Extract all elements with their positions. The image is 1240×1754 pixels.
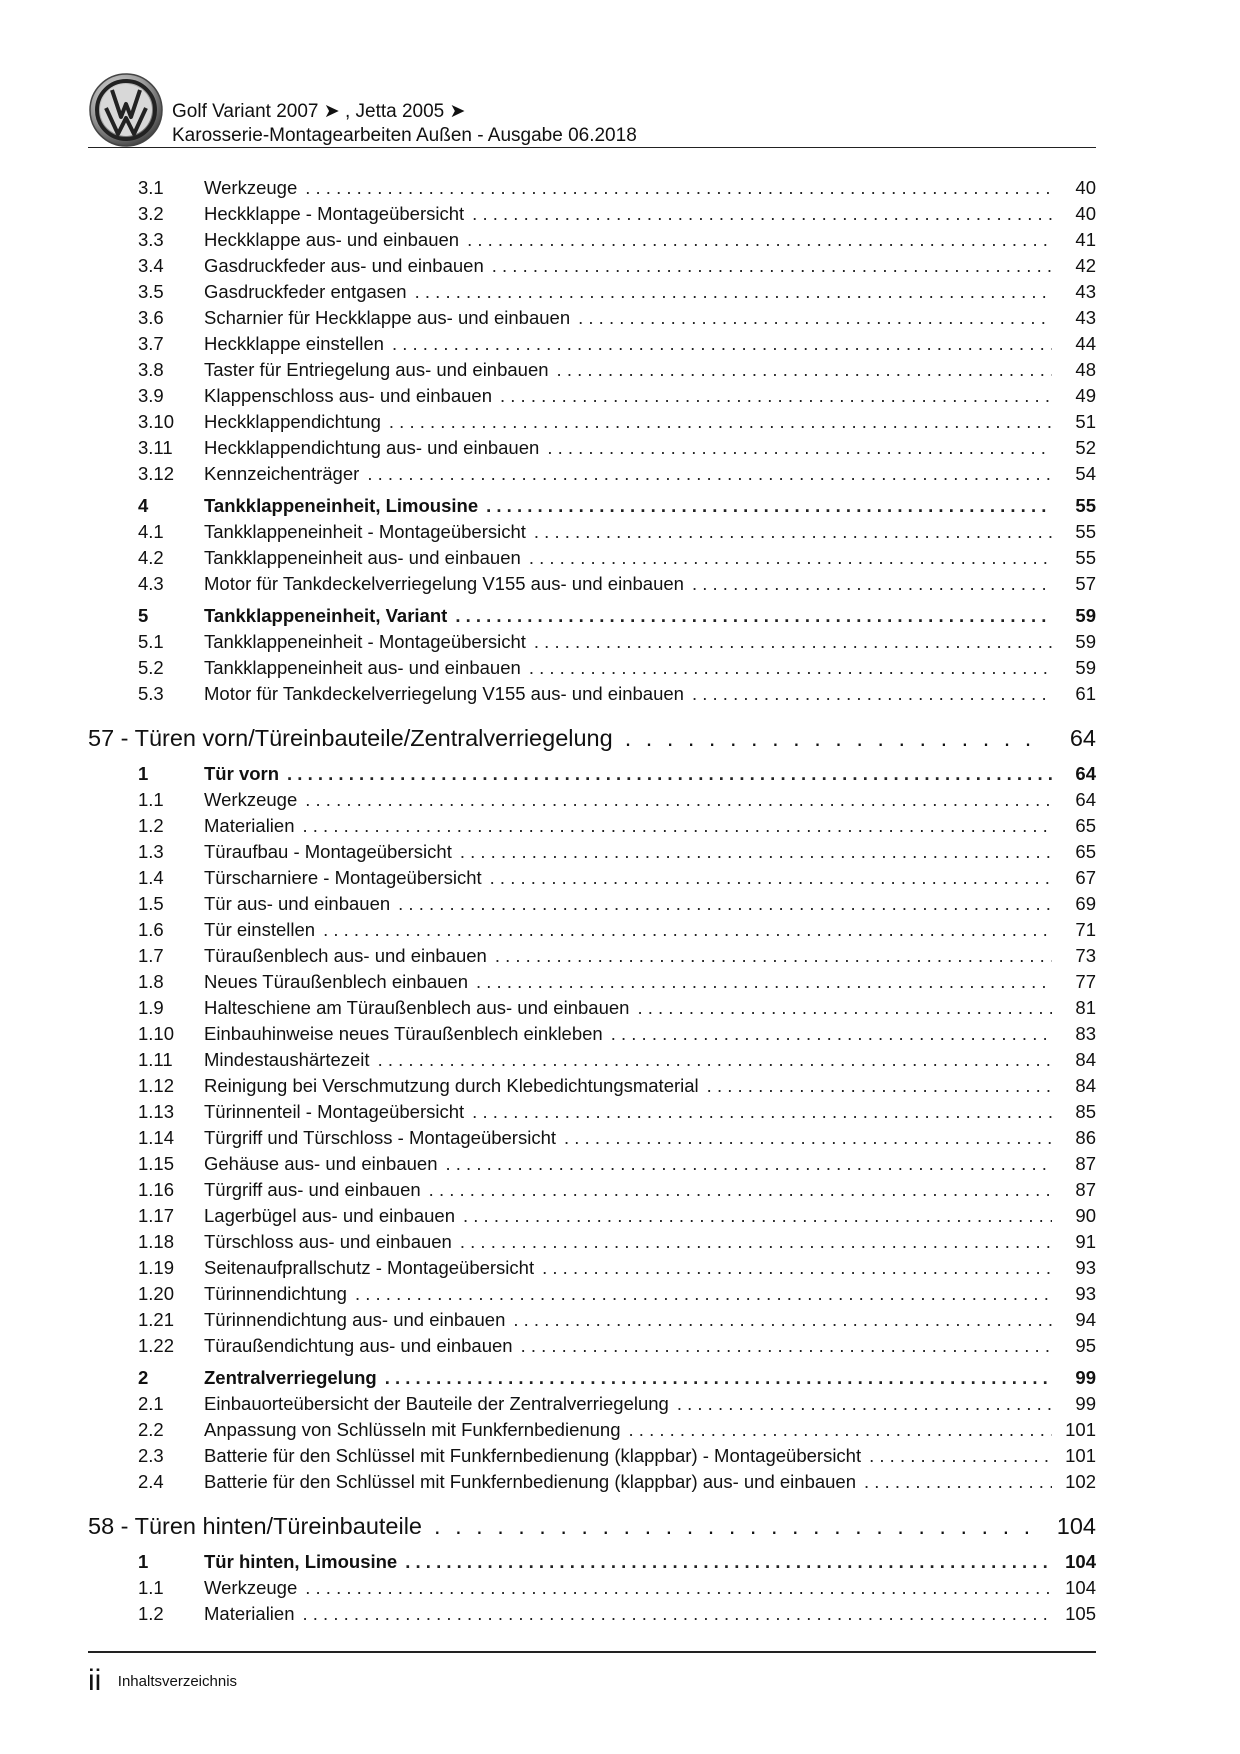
toc-page-number: 67: [1075, 867, 1096, 888]
toc-page-number: 65: [1075, 815, 1096, 836]
toc-title: Gehäuse aus- und einbauen: [204, 1153, 438, 1174]
toc-leader-dots: [542, 1255, 1052, 1281]
toc-page-number: 43: [1075, 307, 1096, 328]
toc-item[interactable]: [88, 1443, 1096, 1469]
toc-title: Batterie für den Schlüssel mit Funkfernbedienung (klappbar) - Montageübersicht: [204, 1445, 862, 1466]
toc-page-number: 42: [1075, 255, 1096, 276]
toc-number: 1.19: [138, 1257, 175, 1278]
toc-number: 1.12: [138, 1075, 175, 1096]
toc-number: 2.2: [138, 1419, 164, 1440]
toc-number: 4.3: [138, 573, 164, 594]
toc-section[interactable]: [88, 761, 1096, 787]
toc-leader-dots: [637, 995, 1052, 1021]
toc-leader-dots: [707, 1073, 1052, 1099]
toc-number: 2: [138, 1367, 149, 1388]
toc-leader-dots: [415, 279, 1052, 305]
toc-chapter[interactable]: [88, 721, 1096, 755]
toc-item[interactable]: [88, 175, 1096, 201]
toc-number: 5.3: [138, 683, 164, 704]
toc-number: 1.15: [138, 1153, 175, 1174]
toc-number: 1.11: [138, 1049, 173, 1070]
toc-title: Klappenschloss aus- und einbauen: [204, 385, 492, 406]
toc-item[interactable]: [88, 839, 1096, 865]
toc-page-number: 84: [1075, 1075, 1096, 1096]
toc-leader-dots: [534, 519, 1052, 545]
toc-item[interactable]: [88, 1575, 1096, 1601]
toc-title: Tür einstellen: [204, 919, 316, 940]
toc-item[interactable]: [88, 681, 1096, 707]
toc-title: Heckklappe einstellen: [204, 333, 384, 354]
toc-leader-dots: [472, 1099, 1052, 1125]
toc-section[interactable]: [88, 1549, 1096, 1575]
toc-item[interactable]: [88, 1229, 1096, 1255]
toc-page-number: 59: [1075, 605, 1096, 626]
toc-page-number: 61: [1075, 683, 1096, 704]
toc-page-number: 86: [1075, 1127, 1096, 1148]
toc-page-number: 49: [1075, 385, 1096, 406]
toc-page-number: 104: [1065, 1577, 1096, 1598]
header-model-line: Golf Variant 2007 ➤ , Jetta 2005 ➤: [172, 101, 466, 122]
toc-title: Batterie für den Schlüssel mit Funkfernbedienung (klappbar) aus- und einbauen: [204, 1471, 857, 1492]
toc-section[interactable]: [88, 603, 1096, 629]
toc-number: 1.1: [138, 1577, 164, 1598]
toc-title: Tankklappeneinheit - Montageübersicht: [204, 631, 526, 652]
toc-title: Mindestaushärtezeit: [204, 1049, 370, 1070]
toc-title: 57 - Türen vorn/Türeinbauteile/Zentralverriegelung: [88, 725, 613, 751]
toc-item[interactable]: [88, 1255, 1096, 1281]
toc-page-number: 102: [1065, 1471, 1096, 1492]
toc-item[interactable]: [88, 1099, 1096, 1125]
toc-number: 3.1: [138, 177, 164, 198]
toc-item[interactable]: [88, 1073, 1096, 1099]
toc-page-number: 93: [1075, 1257, 1096, 1278]
toc-number: 3.7: [138, 333, 164, 354]
toc-item[interactable]: [88, 253, 1096, 279]
toc-item[interactable]: [88, 917, 1096, 943]
toc-item[interactable]: [88, 519, 1096, 545]
toc-item[interactable]: [88, 943, 1096, 969]
toc-number: 1.4: [138, 867, 164, 888]
toc-item[interactable]: [88, 1469, 1096, 1495]
footer-page-number: ii: [88, 1664, 102, 1697]
toc-title: Anpassung von Schlüsseln mit Funkfernbedienung: [204, 1419, 621, 1440]
toc-leader-dots: [305, 787, 1052, 813]
toc-leader-dots: [472, 201, 1052, 227]
toc-item[interactable]: [88, 995, 1096, 1021]
toc-title: Tankklappeneinheit aus- und einbauen: [204, 657, 521, 678]
toc-leader-dots: [513, 1307, 1052, 1333]
toc-page-number: 69: [1075, 893, 1096, 914]
toc-item[interactable]: [88, 1281, 1096, 1307]
toc-item[interactable]: [88, 571, 1096, 597]
toc-title: Tankklappeneinheit aus- und einbauen: [204, 547, 521, 568]
toc-item[interactable]: [88, 629, 1096, 655]
toc-leader-dots: [405, 1549, 1052, 1575]
toc-page-number: 93: [1075, 1283, 1096, 1304]
toc-leader-dots: [398, 891, 1052, 917]
toc-chapter[interactable]: [88, 1509, 1096, 1543]
toc-leader-dots: [467, 227, 1052, 253]
toc-title: Tankklappeneinheit, Limousine: [204, 495, 479, 516]
toc-page-number: 55: [1075, 521, 1096, 542]
toc-item[interactable]: [88, 1307, 1096, 1333]
toc-title: Kennzeichenträger: [204, 463, 360, 484]
toc-leader-dots: [446, 1151, 1053, 1177]
toc-title: Tür aus- und einbauen: [204, 893, 391, 914]
toc-title: Heckklappendichtung: [204, 411, 381, 432]
toc-page-number: 59: [1075, 631, 1096, 652]
toc-page-number: 64: [1075, 789, 1096, 810]
toc-number: 3.5: [138, 281, 164, 302]
toc-leader-dots: [692, 571, 1052, 597]
toc-number: 3.11: [138, 437, 173, 458]
toc-title: Zentralverriegelung: [204, 1367, 377, 1388]
toc-leader-dots: [490, 865, 1052, 891]
toc-leader-dots: [492, 253, 1052, 279]
toc-number: 1.16: [138, 1179, 175, 1200]
toc-number: 2.1: [138, 1393, 164, 1414]
toc-number: 1.7: [138, 945, 164, 966]
toc-leader-dots: [323, 917, 1052, 943]
toc-page-number: 52: [1075, 437, 1096, 458]
toc-number: 3.3: [138, 229, 164, 250]
toc-page-number: 55: [1075, 495, 1096, 516]
toc-title: Taster für Entriegelung aus- und einbauen: [204, 359, 549, 380]
toc-leader-dots: [476, 969, 1052, 995]
toc-title: Lagerbügel aus- und einbauen: [204, 1205, 455, 1226]
toc-page-number: 57: [1075, 573, 1096, 594]
toc-title: Türinnendichtung aus- und einbauen: [204, 1309, 506, 1330]
toc-leader-dots: [355, 1281, 1052, 1307]
toc-number: 1.22: [138, 1335, 175, 1356]
toc-page-number: 84: [1075, 1049, 1096, 1070]
toc-number: 1.18: [138, 1231, 175, 1252]
toc-number: 1.6: [138, 919, 164, 940]
toc-page-number: 77: [1075, 971, 1096, 992]
toc-number: 5.1: [138, 631, 164, 652]
toc-item[interactable]: [88, 865, 1096, 891]
toc-leader-dots: [455, 603, 1052, 629]
toc-item[interactable]: [88, 1417, 1096, 1443]
toc-item[interactable]: [88, 1151, 1096, 1177]
toc-leader-dots: [434, 1509, 1046, 1543]
toc-title: 58 - Türen hinten/Türeinbauteile: [88, 1513, 423, 1539]
toc-item[interactable]: [88, 787, 1096, 813]
toc-item[interactable]: [88, 227, 1096, 253]
toc-number: 5.2: [138, 657, 164, 678]
toc-number: 1.20: [138, 1283, 175, 1304]
toc-title: Heckklappe - Montageübersicht: [204, 203, 465, 224]
toc-leader-dots: [529, 545, 1052, 571]
toc-number: 2.3: [138, 1445, 164, 1466]
toc-page-number: 73: [1075, 945, 1096, 966]
toc-item[interactable]: [88, 357, 1096, 383]
toc-page-number: 94: [1075, 1309, 1096, 1330]
toc-title: Tür hinten, Limousine: [204, 1551, 398, 1572]
toc-leader-dots: [486, 493, 1052, 519]
toc-leader-dots: [385, 1365, 1052, 1391]
toc-leader-dots: [303, 1601, 1053, 1627]
toc-title: Türaußenblech aus- und einbauen: [204, 945, 487, 966]
toc-leader-dots: [629, 1417, 1052, 1443]
toc-leader-dots: [389, 409, 1052, 435]
toc-number: 1: [138, 1551, 149, 1572]
toc-title: Werkzeuge: [204, 789, 298, 810]
toc-page-number: 87: [1075, 1179, 1096, 1200]
toc-number: 2.4: [138, 1471, 164, 1492]
toc-page-number: 71: [1075, 919, 1096, 940]
toc-title: Türaußendichtung aus- und einbauen: [204, 1335, 513, 1356]
toc-leader-dots: [692, 681, 1052, 707]
toc-page-number: 99: [1075, 1367, 1096, 1388]
toc-number: 1.2: [138, 815, 164, 836]
toc-number: 1.1: [138, 789, 164, 810]
toc-number: 4.1: [138, 521, 164, 542]
toc-title: Heckklappendichtung aus- und einbauen: [204, 437, 540, 458]
toc-title: Türinnendichtung: [204, 1283, 347, 1304]
toc-item[interactable]: [88, 969, 1096, 995]
toc-title: Türschloss aus- und einbauen: [204, 1231, 452, 1252]
toc-title: Türscharniere - Montageübersicht: [204, 867, 482, 888]
toc-number: 1.9: [138, 997, 164, 1018]
toc-title: Tankklappeneinheit, Variant: [204, 605, 448, 626]
toc-title: Gasdruckfeder aus- und einbauen: [204, 255, 484, 276]
toc-number: 1.10: [138, 1023, 175, 1044]
toc-item[interactable]: [88, 461, 1096, 487]
toc-page-number: 83: [1075, 1023, 1096, 1044]
toc-page-number: 91: [1075, 1231, 1096, 1252]
toc-number: 3.12: [138, 463, 175, 484]
toc-title: Tankklappeneinheit - Montageübersicht: [204, 521, 526, 542]
toc-title: Heckklappe aus- und einbauen: [204, 229, 460, 250]
toc-leader-dots: [611, 1021, 1052, 1047]
toc-number: 1.8: [138, 971, 164, 992]
toc-number: 3.6: [138, 307, 164, 328]
toc-leader-dots: [521, 1333, 1052, 1359]
toc-item[interactable]: [88, 813, 1096, 839]
toc-page-number: 104: [1056, 1513, 1096, 1539]
vw-logo-graphic: [88, 72, 164, 148]
toc-number: 4: [138, 495, 149, 516]
toc-leader-dots: [287, 761, 1052, 787]
toc-section[interactable]: [88, 493, 1096, 519]
toc-title: Werkzeuge: [204, 177, 298, 198]
toc-item[interactable]: [88, 1391, 1096, 1417]
toc-title: Türaufbau - Montageübersicht: [204, 841, 452, 862]
toc-leader-dots: [392, 331, 1052, 357]
toc-item[interactable]: [88, 279, 1096, 305]
toc-number: 1: [138, 763, 149, 784]
toc-leader-dots: [500, 383, 1052, 409]
toc-title: Gasdruckfeder entgasen: [204, 281, 407, 302]
toc-number: 3.9: [138, 385, 164, 406]
header-rule: [88, 147, 1096, 148]
header-title-line: Karosserie-Montagearbeiten Außen - Ausgabe 06.2018: [172, 125, 637, 146]
toc-page-number: 41: [1075, 229, 1096, 250]
toc-page-number: 48: [1075, 359, 1096, 380]
toc-page-number: 55: [1075, 547, 1096, 568]
toc-page-number: 81: [1075, 997, 1096, 1018]
toc-page-number: 51: [1075, 411, 1096, 432]
toc-page-number: 101: [1065, 1445, 1096, 1466]
toc-title: Materialien: [204, 815, 295, 836]
toc-leader-dots: [547, 435, 1052, 461]
toc-number: 1.21: [138, 1309, 175, 1330]
toc-leader-dots: [303, 813, 1053, 839]
toc-number: 1.5: [138, 893, 164, 914]
toc-item[interactable]: [88, 201, 1096, 227]
toc-number: 1.13: [138, 1101, 175, 1122]
page-footer: [88, 1664, 237, 1698]
toc-page-number: 54: [1075, 463, 1096, 484]
toc-leader-dots: [460, 1229, 1052, 1255]
toc-page-number: 40: [1075, 177, 1096, 198]
toc-page-number: 59: [1075, 657, 1096, 678]
toc-page-number: 105: [1065, 1603, 1096, 1624]
toc-title: Materialien: [204, 1603, 295, 1624]
toc-page-number: 85: [1075, 1101, 1096, 1122]
toc-number: 3.10: [138, 411, 175, 432]
toc-item[interactable]: [88, 383, 1096, 409]
toc-page-number: 101: [1065, 1419, 1096, 1440]
toc-title: Werkzeuge: [204, 1577, 298, 1598]
toc-leader-dots: [463, 1203, 1052, 1229]
toc-leader-dots: [305, 1575, 1052, 1601]
toc-page-number: 90: [1075, 1205, 1096, 1226]
toc-leader-dots: [367, 461, 1052, 487]
toc-title: Neues Türaußenblech einbauen: [204, 971, 468, 992]
toc-number: 1.14: [138, 1127, 175, 1148]
toc-leader-dots: [529, 655, 1052, 681]
toc-item[interactable]: [88, 331, 1096, 357]
toc-leader-dots: [305, 175, 1052, 201]
footer-rule: [88, 1651, 1096, 1653]
toc-item[interactable]: [88, 1021, 1096, 1047]
toc-title: Tür vorn: [204, 763, 280, 784]
toc-section[interactable]: [88, 1365, 1096, 1391]
toc-number: 3.8: [138, 359, 164, 380]
toc-page-number: 99: [1075, 1393, 1096, 1414]
table-of-contents: [88, 175, 1096, 1627]
toc-title: Türinnenteil - Montageübersicht: [204, 1101, 465, 1122]
toc-number: 4.2: [138, 547, 164, 568]
toc-page-number: 64: [1075, 763, 1096, 784]
toc-number: 3.4: [138, 255, 164, 276]
toc-number: 1.3: [138, 841, 164, 862]
toc-item[interactable]: [88, 1125, 1096, 1151]
toc-number: 1.2: [138, 1603, 164, 1624]
toc-item[interactable]: [88, 409, 1096, 435]
toc-item[interactable]: [88, 435, 1096, 461]
toc-leader-dots: [429, 1177, 1052, 1203]
toc-item[interactable]: [88, 891, 1096, 917]
toc-title: Scharnier für Heckklappe aus- und einbauen: [204, 307, 571, 328]
toc-title: Türgriff aus- und einbauen: [204, 1179, 421, 1200]
toc-item[interactable]: [88, 1177, 1096, 1203]
toc-item[interactable]: [88, 655, 1096, 681]
toc-page-number: 87: [1075, 1153, 1096, 1174]
toc-number: 3.2: [138, 203, 164, 224]
toc-title: Motor für Tankdeckelverriegelung V155 aus- und einbauen: [204, 683, 684, 704]
toc-number: 5: [138, 605, 149, 626]
toc-title: Seitenaufprallschutz - Montageübersicht: [204, 1257, 535, 1278]
toc-leader-dots: [864, 1469, 1052, 1495]
toc-leader-dots: [495, 943, 1052, 969]
toc-title: Motor für Tankdeckelverriegelung V155 aus- und einbauen: [204, 573, 684, 594]
toc-item[interactable]: [88, 1333, 1096, 1359]
toc-leader-dots: [378, 1047, 1052, 1073]
footer-label: Inhaltsverzeichnis: [117, 1673, 238, 1690]
toc-page-number: 43: [1075, 281, 1096, 302]
toc-item[interactable]: [88, 1203, 1096, 1229]
toc-item[interactable]: [88, 305, 1096, 331]
toc-title: Halteschiene am Türaußenblech aus- und einbauen: [204, 997, 630, 1018]
toc-number: 1.17: [138, 1205, 175, 1226]
toc-leader-dots: [557, 357, 1052, 383]
toc-leader-dots: [534, 629, 1052, 655]
toc-leader-dots: [564, 1125, 1052, 1151]
toc-page-number: 40: [1075, 203, 1096, 224]
toc-page-number: 95: [1075, 1335, 1096, 1356]
toc-title: Türgriff und Türschloss - Montageübersicht: [204, 1127, 557, 1148]
page-header: [88, 72, 1088, 152]
toc-leader-dots: [578, 305, 1052, 331]
toc-title: Einbauhinweise neues Türaußenblech einkleben: [204, 1023, 603, 1044]
toc-item[interactable]: [88, 1047, 1096, 1073]
toc-leader-dots: [677, 1391, 1052, 1417]
toc-page-number: 44: [1075, 333, 1096, 354]
toc-item[interactable]: [88, 545, 1096, 571]
toc-page-number: 104: [1065, 1551, 1096, 1572]
toc-title: Reinigung bei Verschmutzung durch Klebedichtungsmaterial: [204, 1075, 699, 1096]
toc-item[interactable]: [88, 1601, 1096, 1627]
toc-page-number: 65: [1075, 841, 1096, 862]
toc-leader-dots: [869, 1443, 1052, 1469]
toc-leader-dots: [460, 839, 1052, 865]
toc-leader-dots: [625, 721, 1046, 755]
toc-page-number: 64: [1069, 725, 1096, 751]
vw-logo-icon: [88, 72, 164, 148]
toc-title: Einbauorteübersicht der Bauteile der Zentralverriegelung: [204, 1393, 669, 1414]
